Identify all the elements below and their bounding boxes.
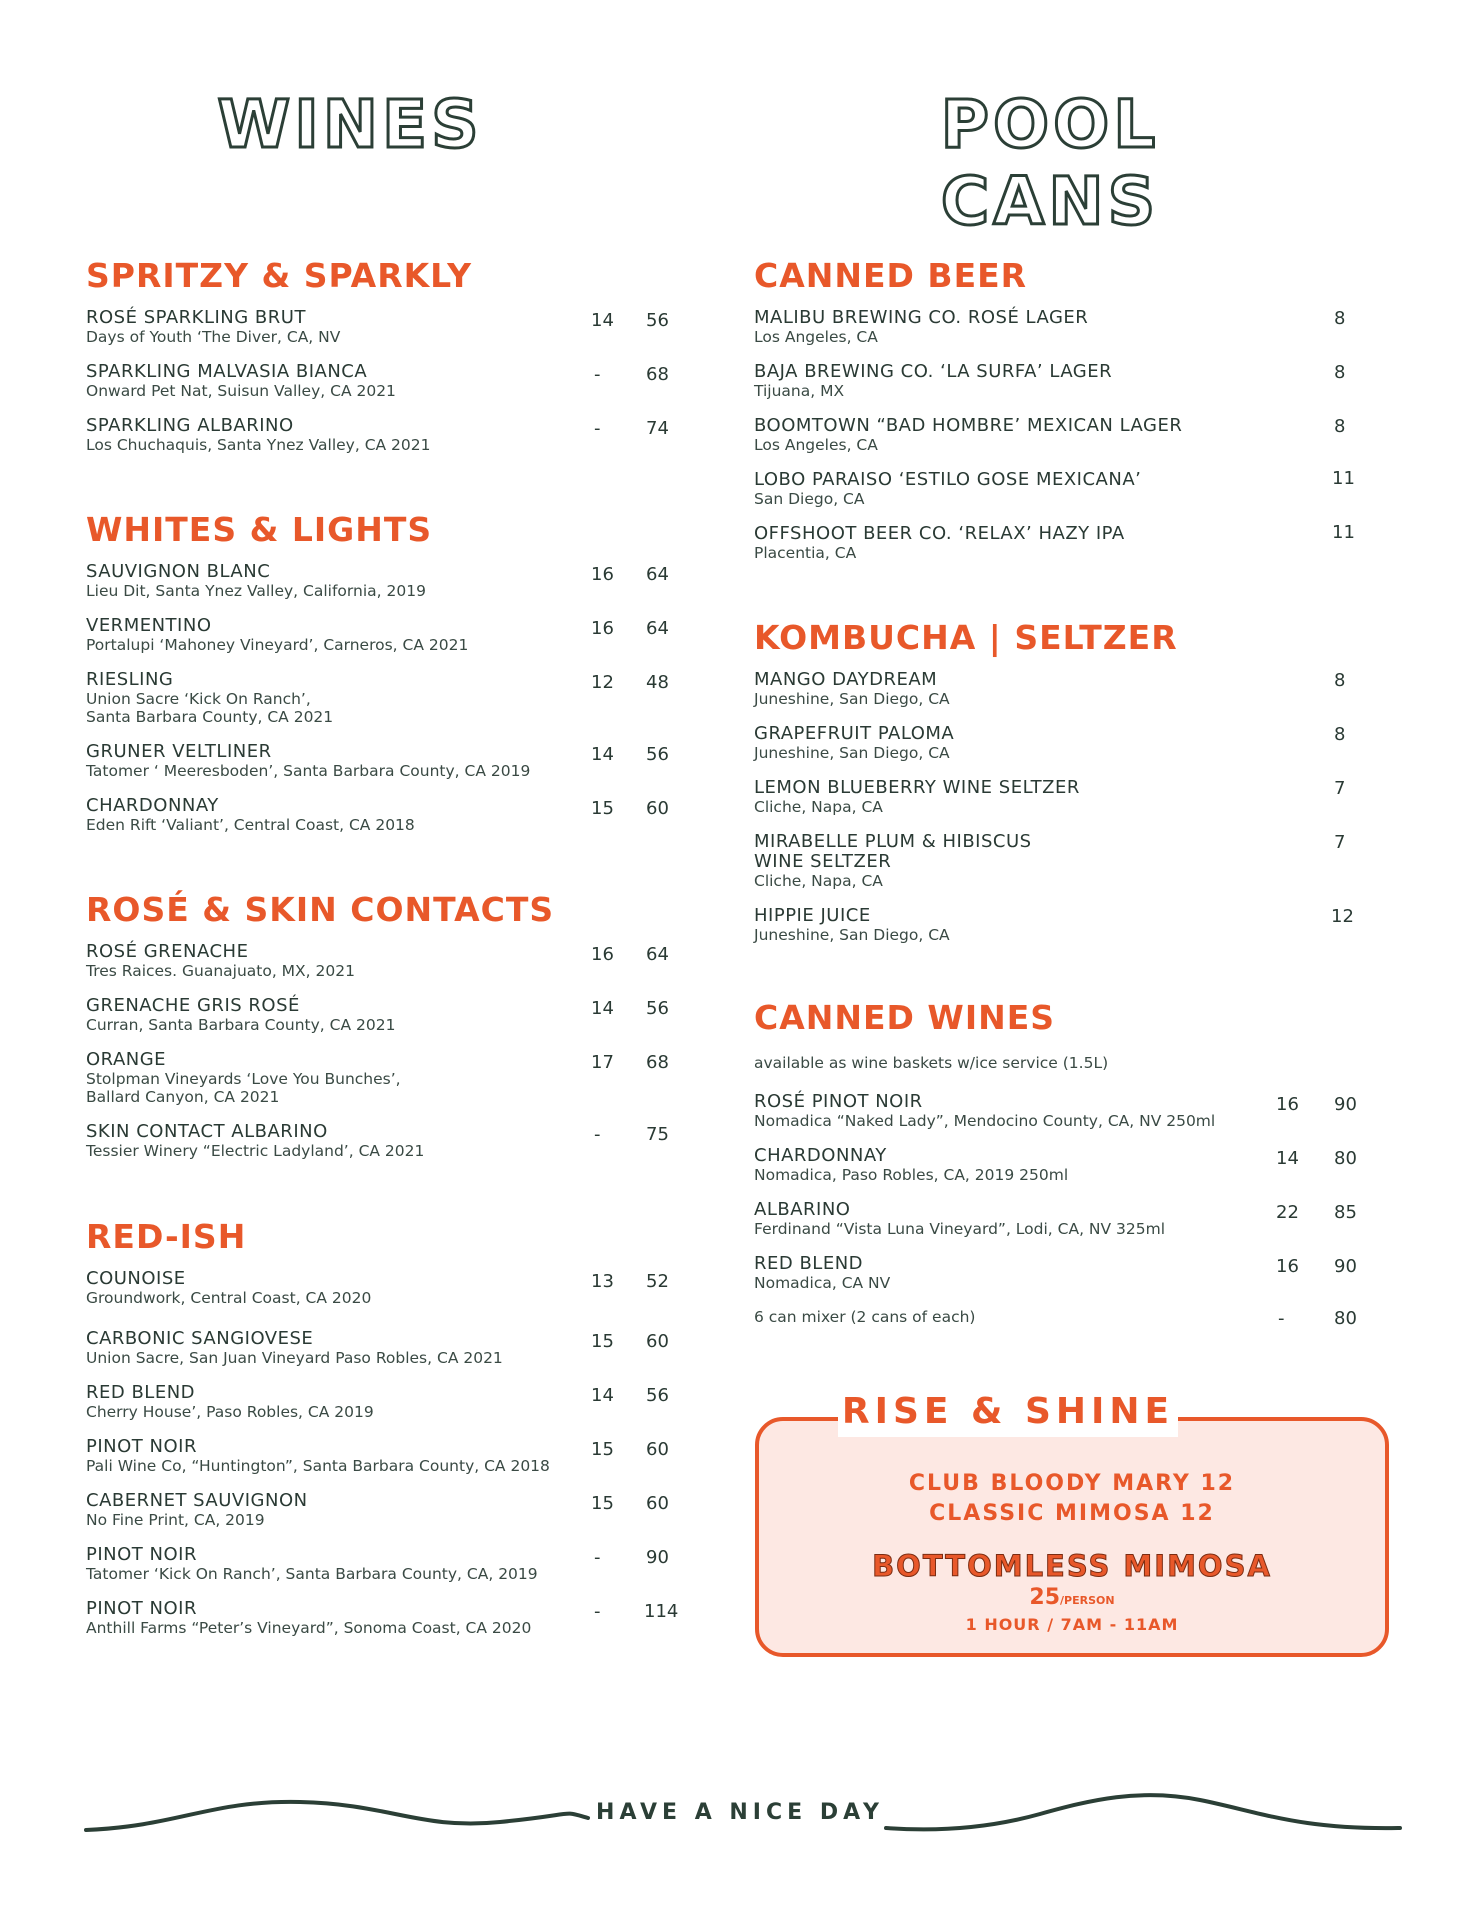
list-item (86, 1329, 686, 1367)
single-price: 16 (1276, 1094, 1299, 1115)
glass-price: 14 (591, 744, 614, 765)
item-desc: Days of Youth ‘The Diver, CA, NV (86, 328, 341, 346)
list-item (86, 1599, 686, 1637)
basket-price: 80 (1334, 1308, 1357, 1329)
price: 8 (1334, 308, 1346, 329)
item-desc: Ferdinand “Vista Luna Vineyard”, Lodi, CA, NV 325ml (754, 1220, 1166, 1238)
item-name: LEMON BLUEBERRY WINE SELTZER (754, 777, 1080, 798)
rise-and-shine-title: RISE & SHINE (838, 1387, 1178, 1437)
list-item (754, 1200, 1394, 1238)
list-item (86, 308, 686, 346)
item-desc: Tatomer ‘ Meeresboden’, Santa Barbara County, CA 2019 (86, 762, 531, 780)
item-desc: Cliche, Napa, CA (754, 872, 883, 890)
bottle-price: 68 (646, 364, 669, 385)
list-item (754, 524, 1394, 562)
list-item (86, 416, 686, 454)
glass-price: 17 (591, 1052, 614, 1073)
section-title: SPRITZY & SPARKLY (86, 256, 472, 295)
item-name: ROSÉ GRENACHE (86, 941, 249, 962)
item-name: GRUNER VELTLINER (86, 741, 272, 762)
list-item (86, 1050, 686, 1106)
item-desc: Stolpman Vineyards ‘Love You Bunches’, Ballard Canyon, CA 2021 (86, 1070, 401, 1106)
list-item (754, 906, 1394, 944)
glass-price: 13 (591, 1271, 614, 1292)
wines-header: WINES (217, 86, 483, 163)
club-bloody-mary: CLUB BLOODY MARY 12 (908, 1471, 1236, 1496)
list-item (86, 616, 686, 654)
glass-price: 14 (591, 1385, 614, 1406)
item-desc: Cherry House’, Paso Robles, CA 2019 (86, 1403, 374, 1421)
price: 8 (1334, 416, 1346, 437)
item-name: CARBONIC SANGIOVESE (86, 1328, 314, 1349)
list-item (86, 1383, 686, 1421)
list-item (754, 416, 1394, 454)
item-desc: Los Chuchaquis, Santa Ynez Valley, CA 2021 (86, 436, 431, 454)
bottle-price: 114 (644, 1601, 679, 1622)
item-name: COUNOISE (86, 1268, 186, 1289)
bottle-price: 64 (646, 564, 669, 585)
list-item (754, 470, 1394, 508)
glass-price: 15 (591, 798, 614, 819)
glass-price: 15 (591, 1331, 614, 1352)
mixer-label: 6 can mixer (2 cans of each) (754, 1308, 976, 1326)
price: 8 (1334, 724, 1346, 745)
item-name: GRAPEFRUIT PALOMA (754, 723, 955, 744)
item-desc: Los Angeles, CA (754, 436, 878, 454)
single-price: 16 (1276, 1256, 1299, 1277)
bottomless-price (759, 1585, 1385, 1610)
section-whites (86, 510, 686, 834)
item-desc: Tres Raices. Guanajuato, MX, 2021 (86, 962, 355, 980)
bottle-price: 64 (646, 944, 669, 965)
glass-price: - (594, 1601, 601, 1622)
list-item (86, 562, 686, 600)
item-desc: Juneshine, San Diego, CA (754, 690, 950, 708)
list-item (754, 1254, 1394, 1292)
item-desc: Anthill Farms “Peter’s Vineyard”, Sonoma Coast, CA 2020 (86, 1619, 532, 1637)
price: 11 (1332, 468, 1355, 489)
item-desc: Cliche, Napa, CA (754, 798, 883, 816)
price: 8 (1334, 670, 1346, 691)
glass-price: 16 (591, 618, 614, 639)
list-item (754, 308, 1394, 346)
glass-price: 14 (591, 310, 614, 331)
price: 12 (1331, 906, 1354, 927)
bottle-price: 56 (646, 744, 669, 765)
section-title: RED-ISH (86, 1217, 247, 1256)
rise-and-shine-box (755, 1417, 1389, 1657)
price: 7 (1334, 778, 1346, 799)
item-desc: Nomadica, Paso Robles, CA, 2019 250ml (754, 1166, 1069, 1184)
item-name: SPARKLING ALBARINO (86, 415, 294, 436)
item-desc: Eden Rift ‘Valiant’, Central Coast, CA 2018 (86, 816, 415, 834)
list-item (754, 724, 1394, 762)
item-desc: Juneshine, San Diego, CA (754, 744, 950, 762)
price: 11 (1332, 522, 1355, 543)
list-item (86, 1122, 686, 1160)
section-rose (86, 890, 686, 1160)
item-name: LOBO PARAISO ‘ESTILO GOSE MEXICANA’ (754, 469, 1142, 490)
per-person: /PERSON (1060, 1594, 1115, 1607)
item-name: SPARKLING MALVASIA BIANCA (86, 361, 368, 382)
bottle-price: 75 (646, 1124, 669, 1145)
item-name: VERMENTINO (86, 615, 212, 636)
item-desc: Pali Wine Co, “Huntington”, Santa Barbara County, CA 2018 (86, 1457, 550, 1475)
basket-price: 90 (1334, 1256, 1357, 1277)
item-name: ROSÉ SPARKLING BRUT (86, 307, 306, 328)
bottle-price: 60 (646, 1331, 669, 1352)
list-item (86, 1491, 686, 1529)
item-name: ORANGE (86, 1049, 167, 1070)
glass-price: 14 (591, 998, 614, 1019)
item-desc: San Diego, CA (754, 490, 865, 508)
bottle-price: 60 (646, 1493, 669, 1514)
list-item (86, 1437, 686, 1475)
item-name: BOOMTOWN “BAD HOMBRE’ MEXICAN LAGER (754, 415, 1183, 436)
item-name: MALIBU BREWING CO. ROSÉ LAGER (754, 307, 1089, 328)
footer-text: HAVE A NICE DAY (596, 1800, 884, 1825)
bottle-price: 90 (646, 1547, 669, 1568)
section-title: ROSÉ & SKIN CONTACTS (86, 890, 555, 929)
item-desc: Portalupi ‘Mahoney Vineyard’, Carneros, CA 2021 (86, 636, 469, 654)
section-canned-beer (754, 256, 1394, 562)
bottle-price: 56 (646, 998, 669, 1019)
list-item (754, 832, 1394, 890)
section-redish (86, 1217, 686, 1637)
glass-price: - (594, 418, 601, 439)
list-item (86, 796, 686, 834)
item-name: PINOT NOIR (86, 1436, 197, 1457)
list-item (754, 362, 1394, 400)
item-desc: Lieu Dit, Santa Ynez Valley, California, 2019 (86, 582, 426, 600)
section-spritzy (86, 256, 686, 454)
price: 7 (1334, 832, 1346, 853)
list-item (86, 742, 686, 780)
glass-price: 12 (591, 672, 614, 693)
item-desc: Juneshine, San Diego, CA (754, 926, 950, 944)
item-desc: Placentia, CA (754, 544, 857, 562)
item-name: RED BLEND (754, 1253, 864, 1274)
basket-price: 90 (1334, 1094, 1357, 1115)
list-item (754, 670, 1394, 708)
pool-cans-header: POOL CANS (940, 86, 1160, 240)
item-desc: Groundwork, Central Coast, CA 2020 (86, 1289, 372, 1307)
section-canned-wines (754, 998, 1394, 1329)
item-desc: No Fine Print, CA, 2019 (86, 1511, 265, 1529)
glass-price: 15 (591, 1493, 614, 1514)
item-name: CHARDONNAY (754, 1145, 887, 1166)
item-desc: Los Angeles, CA (754, 328, 878, 346)
item-name: GRENACHE GRIS ROSÉ (86, 995, 300, 1016)
canned-wines-note: available as wine baskets w/ice service (1.5L) (754, 1054, 1109, 1072)
list-item (86, 942, 686, 980)
list-item (754, 778, 1394, 816)
section-title: KOMBUCHA | SELTZER (754, 618, 1178, 657)
bottle-price: 48 (646, 672, 669, 693)
item-name: OFFSHOOT BEER CO. ‘RELAX’ HAZY IPA (754, 523, 1125, 544)
single-price: 22 (1276, 1202, 1299, 1223)
glass-price: - (594, 1547, 601, 1568)
item-desc: Tatomer ‘Kick On Ranch’, Santa Barbara County, CA, 2019 (86, 1565, 538, 1583)
item-desc: Nomadica, CA NV (754, 1274, 891, 1292)
item-name: SAUVIGNON BLANC (86, 561, 271, 582)
item-name: CHARDONNAY (86, 795, 219, 816)
item-name: PINOT NOIR (86, 1544, 197, 1565)
glass-price: - (594, 364, 601, 385)
item-name: CABERNET SAUVIGNON (86, 1490, 308, 1511)
glass-price: 16 (591, 564, 614, 585)
item-name: RED BLEND (86, 1382, 196, 1403)
bottle-price: 60 (646, 798, 669, 819)
item-name: MIRABELLE PLUM & HIBISCUS WINE SELTZER (754, 831, 1032, 872)
bottomless-hours: 1 HOUR / 7AM - 11AM (965, 1615, 1179, 1634)
list-item (754, 1092, 1394, 1130)
section-title: CANNED BEER (754, 256, 1028, 295)
section-title: CANNED WINES (754, 998, 1056, 1037)
item-desc: Union Sacre, San Juan Vineyard Paso Robles, CA 2021 (86, 1349, 503, 1367)
bottle-price: 64 (646, 618, 669, 639)
bottle-price: 74 (646, 418, 669, 439)
glass-price: 16 (591, 944, 614, 965)
list-item (86, 996, 686, 1034)
section-kombucha (754, 618, 1394, 944)
item-name: ROSÉ PINOT NOIR (754, 1091, 923, 1112)
glass-price: - (594, 1124, 601, 1145)
basket-price: 85 (1334, 1202, 1357, 1223)
item-desc: Onward Pet Nat, Suisun Valley, CA 2021 (86, 382, 396, 400)
single-price: - (1278, 1308, 1285, 1329)
item-name: SKIN CONTACT ALBARINO (86, 1121, 328, 1142)
mixer-row (754, 1308, 1394, 1329)
price: 8 (1334, 362, 1346, 383)
item-name: HIPPIE JUICE (754, 905, 871, 926)
item-name: ALBARINO (754, 1199, 851, 1220)
item-desc: Tijuana, MX (754, 382, 845, 400)
section-title: WHITES & LIGHTS (86, 510, 433, 549)
bottle-price: 56 (646, 310, 669, 331)
basket-price: 80 (1334, 1148, 1357, 1169)
bottle-price: 52 (646, 1271, 669, 1292)
item-desc: Curran, Santa Barbara County, CA 2021 (86, 1016, 396, 1034)
single-price: 14 (1276, 1148, 1299, 1169)
bottle-price: 56 (646, 1385, 669, 1406)
item-name: RIESLING (86, 669, 174, 690)
list-item (86, 1545, 686, 1583)
bottle-price: 60 (646, 1439, 669, 1460)
list-item (86, 1269, 686, 1307)
item-desc: Nomadica “Naked Lady”, Mendocino County, CA, NV 250ml (754, 1112, 1216, 1130)
footer-wave (0, 1770, 1484, 1880)
price: 25 (1029, 1585, 1061, 1610)
item-desc: Union Sacre ‘Kick On Ranch’, Santa Barbara County, CA 2021 (86, 690, 334, 726)
item-name: MANGO DAYDREAM (754, 669, 938, 690)
bottle-price: 68 (646, 1052, 669, 1073)
list-item (754, 1146, 1394, 1184)
list-item (86, 670, 686, 726)
list-item (86, 362, 686, 400)
item-desc: Tessier Winery “Electric Ladyland’, CA 2021 (86, 1142, 425, 1160)
glass-price: 15 (591, 1439, 614, 1460)
item-name: PINOT NOIR (86, 1598, 197, 1619)
classic-mimosa: CLASSIC MIMOSA 12 (929, 1501, 1215, 1526)
item-name: BAJA BREWING CO. ‘LA SURFA’ LAGER (754, 361, 1113, 382)
bottomless-mimosa: BOTTOMLESS MIMOSA (872, 1549, 1272, 1583)
